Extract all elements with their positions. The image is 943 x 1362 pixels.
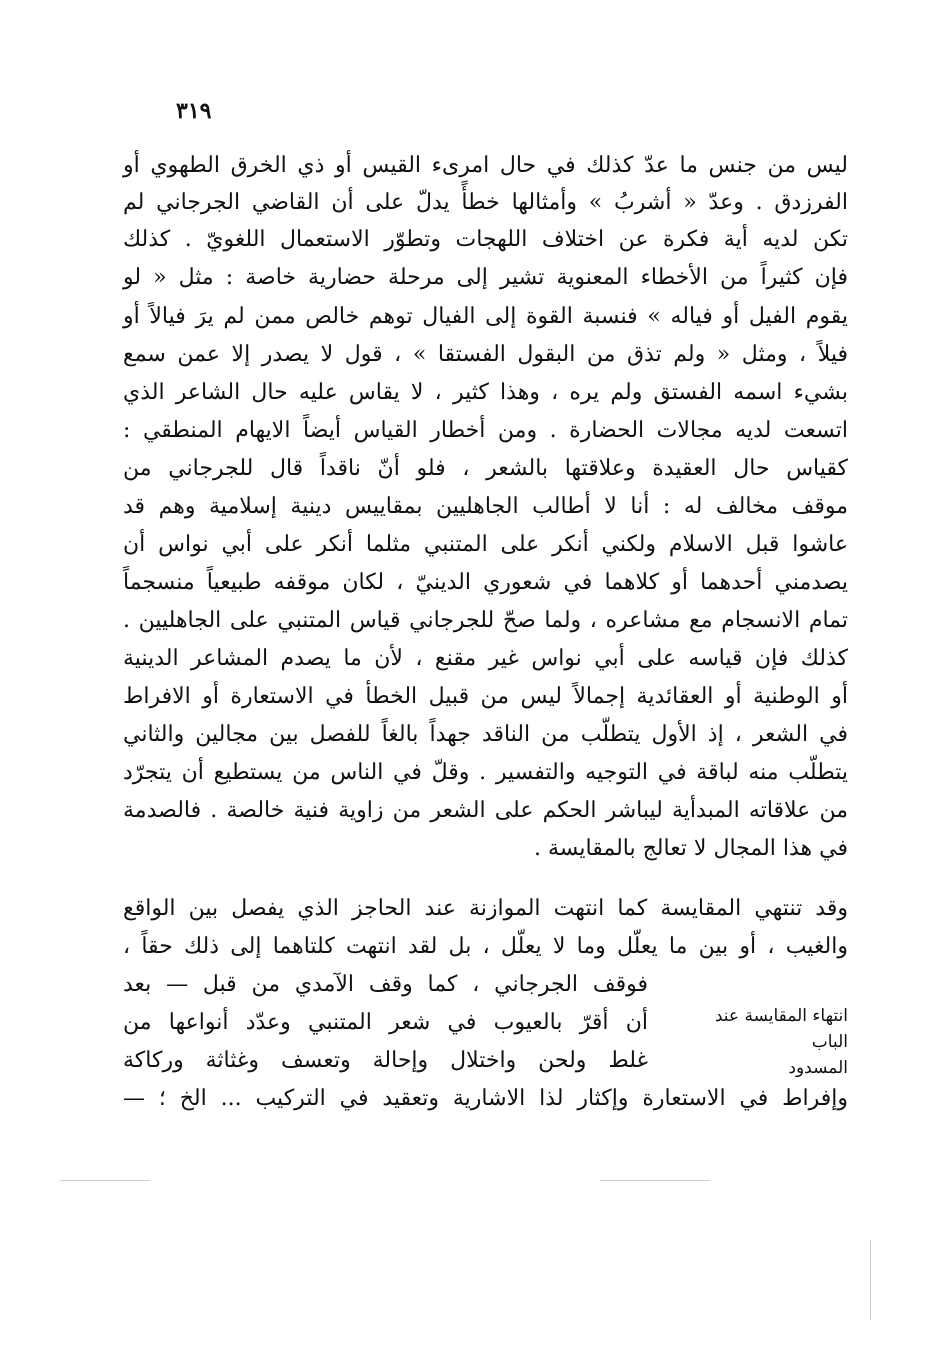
text-line: عاشوا قبل الاسلام ولكني أنكر على المتنبي مثلما أنكر على أبي نواس أن: [123, 532, 848, 557]
text-line: يقوم الفيل أو فياله » فنسبة القوة إلى الفيال توهم خالص ممن لم يرَ فيالاً أو: [123, 304, 848, 329]
scan-artifact: [60, 1180, 150, 1181]
scan-artifact: [600, 1180, 710, 1181]
text-line: وقد تنتهي المقايسة كما انتهت الموازنة عند الحاجز الذي يفصل بين الواقع: [123, 896, 848, 921]
text-line: فإن كثيراً من الأخطاء المعنوية تشير إلى مرحلة حضارية خاصة : مثل « لو: [123, 265, 848, 290]
text-line: في هذا المجال لا تعالج بالمقايسة .: [533, 836, 848, 861]
text-line: الفرزدق . وعدّ « أشربُ » وأمثالها خطأً يدلّ على أن القاضي الجرجاني لم: [123, 190, 848, 215]
margin-note-line: المسدود: [788, 1058, 848, 1078]
text-line: وإفراط في الاستعارة وإكثار لذا الاشارية وتعقيد في التركيب ... الخ ؛ —: [123, 1086, 848, 1111]
text-line: في الشعر ، إذ الأول يتطلّب من الناقد جهداً بالغاً للفصل بين مجالين والثاني: [123, 722, 848, 747]
text-line: يصدمني أحدهما أو كلاهما في شعوري الدينيّ ، لكان موقفه طبيعياً منسجماً: [123, 570, 848, 595]
page-number: ٣١٩: [176, 98, 212, 124]
margin-note: [678, 1003, 848, 1081]
text-line: فوقف الجرجاني ، كما وقف الآمدي من قبل — بعد: [123, 972, 648, 997]
margin-note-line: انتهاء المقايسة عند الباب: [714, 1006, 848, 1052]
scan-artifact: [870, 1240, 871, 1320]
text-line: تكن لديه أية فكرة عن اختلاف اللهجات وتطوّر الاستعمال اللغويّ . كذلك: [123, 227, 848, 252]
text-line: كقياس حال العقيدة وعلاقتها بالشعر ، فلو أنّ ناقداً قال للجرجاني من: [123, 456, 848, 481]
text-line: من علاقاته المبدأية ليباشر الحكم على الشعر من زاوية فنية خالصة . فالصدمة: [123, 798, 848, 823]
text-line: أن أقرّ بالعيوب في شعر المتنبي وعدّد أنواعها من: [123, 1010, 648, 1035]
text-line: ليس من جنس ما عدّ كذلك في حال امرىء القيس أو ذي الخرق الطهوي أو: [123, 153, 848, 178]
text-line: اتسعت لديه مجالات الحضارة . ومن أخطار القياس أيضاً الايهام المنطقي :: [123, 418, 848, 443]
text-line: أو الوطنية أو العقائدية إجمالاً ليس من قبيل الخطأ في الاستعارة أو الافراط: [123, 684, 848, 709]
text-line: فيلاً ، ومثل « ولم تذق من البقول الفستقا » ، قول لا يصدر إلا عمن سمع: [123, 342, 848, 367]
text-line: موقف مخالف له : أنا لا أطالب الجاهليين بمقاييس دينية إسلامية وهم قد: [123, 494, 848, 519]
text-line: بشيء اسمه الفستق ولم يره ، وهذا كثير ، لا يقاس عليه حال الشاعر الذي: [123, 380, 848, 405]
text-line: والغيب ، أو بين ما يعلّل وما لا يعلّل ، بل لقد انتهت كلتاهما إلى ذلك حقاً ،: [123, 934, 848, 959]
text-line: كذلك فإن قياسه على أبي نواس غير مقنع ، لأن ما يصدم المشاعر الدينية: [123, 646, 848, 671]
text-line: غلط ولحن واختلال وإحالة وتعسف وغثاثة وركاكة: [123, 1048, 648, 1073]
text-line: يتطلّب منه لباقة في التوجيه والتفسير . وقلّ في الناس من يستطيع أن يتجرّد: [123, 760, 848, 785]
text-line: تمام الانسجام مع مشاعره ، ولما صحّ للجرجاني قياس المتنبي على الجاهليين .: [123, 608, 848, 633]
